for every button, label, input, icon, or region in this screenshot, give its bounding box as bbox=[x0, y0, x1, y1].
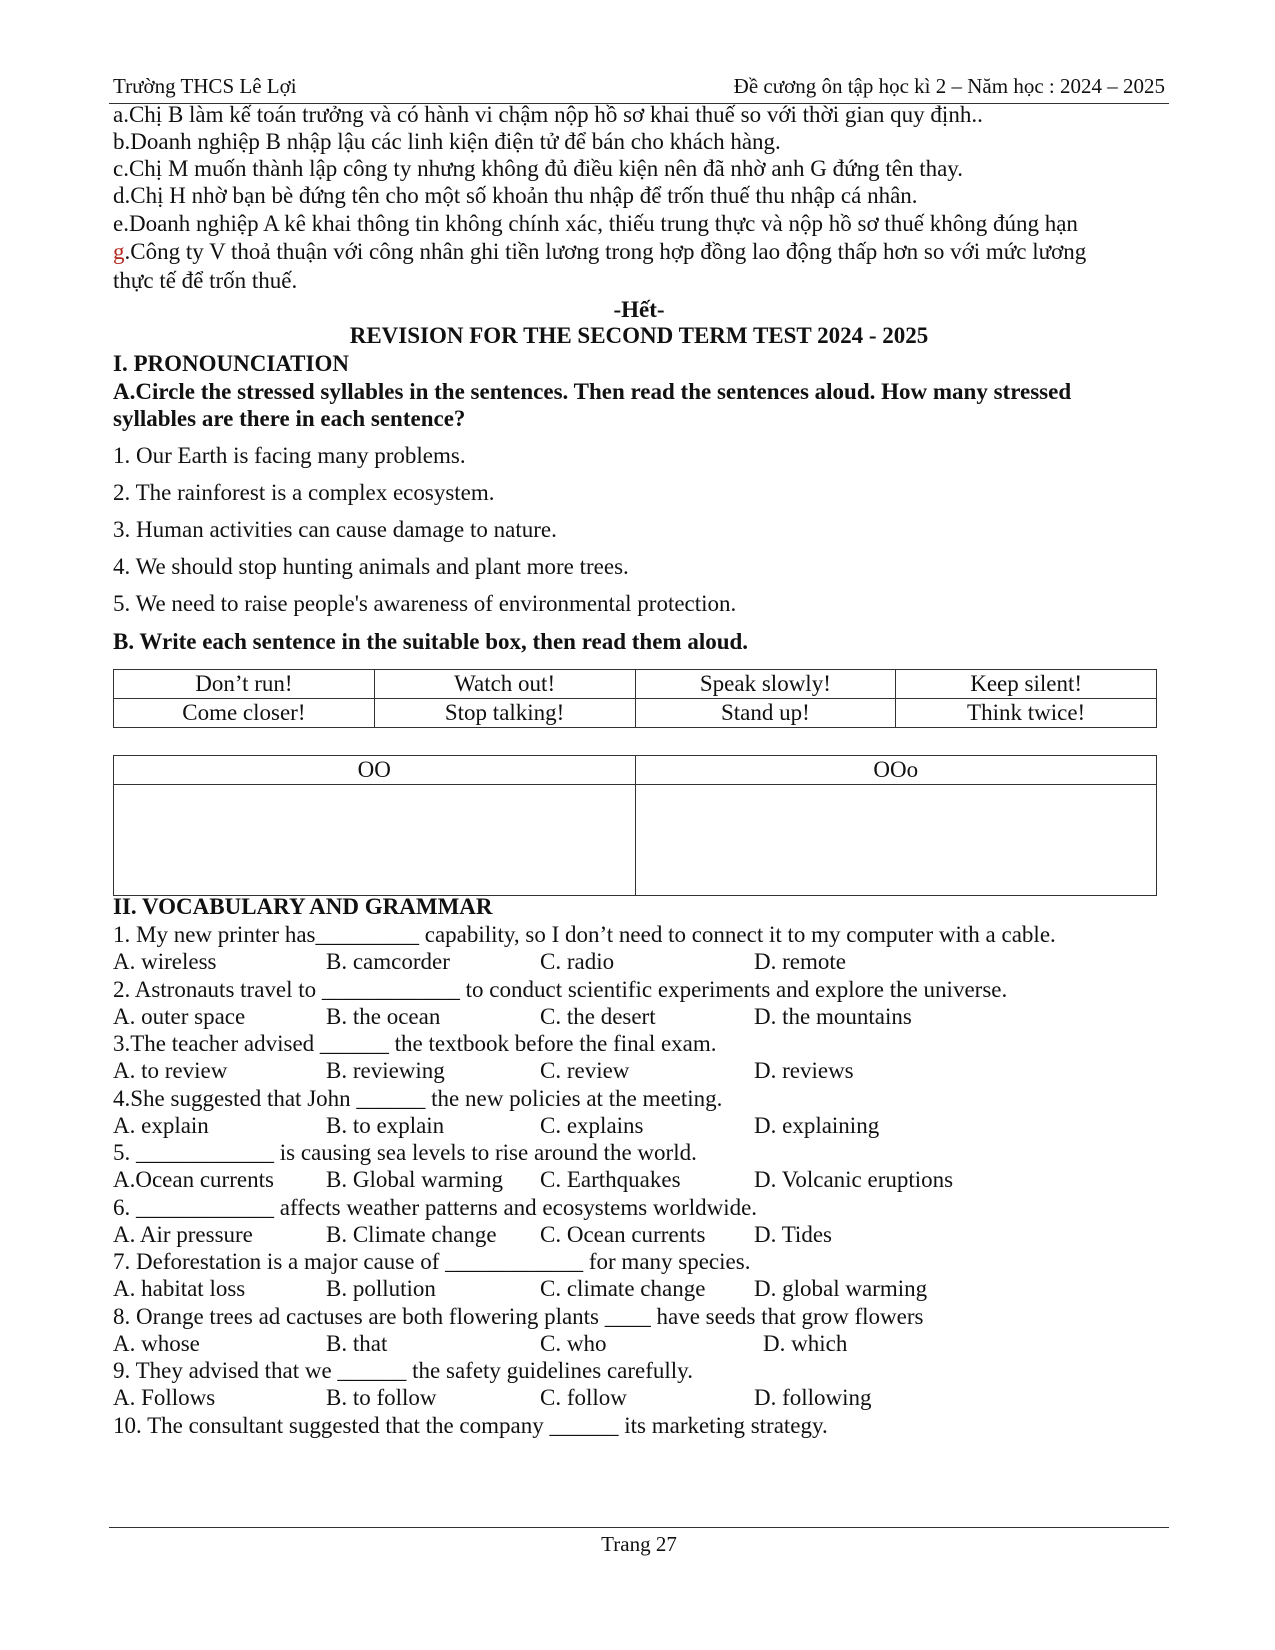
question-9: 9. They advised that we ______ the safety guidelines carefully. bbox=[113, 1358, 693, 1383]
answer-option[interactable]: C. review bbox=[540, 1058, 630, 1083]
table-cell: Watch out! bbox=[374, 670, 635, 699]
table-header-row bbox=[114, 756, 1157, 785]
vi-item-c: c.Chị M muốn thành lập công ty nhưng không đủ điều kiện nên đã nhờ anh G đứng tên thay. bbox=[113, 156, 964, 181]
school-name: Trường THCS Lê Lợi bbox=[113, 74, 297, 98]
vi-item-g-continued: thực tế để trốn thuế. bbox=[113, 268, 298, 293]
answer-option[interactable]: D. remote bbox=[754, 949, 846, 974]
answer-option[interactable]: D. Tides bbox=[754, 1221, 832, 1247]
answer-box-ooo[interactable] bbox=[635, 785, 1157, 896]
answer-option[interactable]: C. explains bbox=[540, 1112, 644, 1138]
question-5: 5. ____________ is causing sea levels to rise around the world. bbox=[113, 1140, 697, 1165]
question-8: 8. Orange trees ad cactuses are both flowering plants ____ have seeds that grow flowers bbox=[113, 1303, 924, 1329]
part-a-instruction: A.Circle the stressed syllables in the sentences. Then read the sentences aloud. How many stressed bbox=[113, 379, 1072, 404]
table-cell: Come closer! bbox=[114, 699, 375, 728]
question-2: 2. Astronauts travel to ____________ to conduct scientific experiments and explore the universe. bbox=[113, 976, 1008, 1002]
table-row bbox=[114, 670, 1157, 699]
question-10: 10. The consultant suggested that the company ______ its marketing strategy. bbox=[113, 1412, 828, 1438]
table-cell: Speak slowly! bbox=[635, 670, 896, 699]
answer-option[interactable]: A. Air pressure bbox=[113, 1221, 253, 1247]
answer-option[interactable]: B. Climate change bbox=[326, 1221, 497, 1247]
question-3: 3.The teacher advised ______ the textbook before the final exam. bbox=[113, 1031, 717, 1056]
vi-item-g-letter: g bbox=[113, 239, 125, 264]
answer-option[interactable]: D. the mountains bbox=[754, 1003, 912, 1029]
column-header-ooo: OOo bbox=[635, 756, 1157, 785]
footer-rule bbox=[109, 1527, 1169, 1528]
end-mark: -Hết- bbox=[613, 297, 665, 322]
answer-option[interactable]: B. camcorder bbox=[326, 949, 450, 974]
answer-option[interactable]: D. following bbox=[754, 1385, 872, 1410]
question-4: 4.She suggested that John ______ the new policies at the meeting. bbox=[113, 1085, 723, 1111]
column-header-oo: OO bbox=[114, 756, 636, 785]
answer-option[interactable]: A. Follows bbox=[113, 1385, 216, 1410]
answer-option[interactable]: C. Earthquakes bbox=[540, 1167, 681, 1192]
sentence-1: 1. Our Earth is facing many problems. bbox=[113, 443, 466, 468]
vi-item-b: b.Doanh nghiệp B nhập lậu các linh kiện điện tử để bán cho khách hàng. bbox=[113, 129, 781, 154]
answer-option[interactable]: B. to explain bbox=[326, 1112, 445, 1138]
answer-option[interactable]: A.Ocean currents bbox=[113, 1167, 274, 1192]
answer-option[interactable]: B. the ocean bbox=[326, 1003, 441, 1029]
table-cell: Don’t run! bbox=[114, 670, 375, 699]
document-title: Đề cương ôn tập học kì 2 – Năm học : 2024 – 2025 bbox=[733, 74, 1165, 98]
vi-item-d: d.Chị H nhờ bạn bè đứng tên cho một số khoản thu nhập để trốn thuế thu nhập cá nhân. bbox=[113, 183, 918, 208]
answer-option[interactable]: D. which bbox=[763, 1330, 848, 1356]
answer-box-oo[interactable] bbox=[114, 785, 636, 896]
answer-option[interactable]: C. who bbox=[540, 1330, 607, 1356]
sentence-3: 3. Human activities can cause damage to nature. bbox=[113, 517, 557, 542]
answer-option[interactable]: B. that bbox=[326, 1330, 388, 1356]
question-7: 7. Deforestation is a major cause of ____________ for many species. bbox=[113, 1249, 751, 1274]
part-a-instruction-cont: syllables are there in each sentence? bbox=[113, 406, 466, 431]
table-cell: Stop talking! bbox=[374, 699, 635, 728]
table-cell: Keep silent! bbox=[896, 670, 1157, 699]
vi-item-g-text: .Công ty V thoả thuận với công nhân ghi tiền lương trong hợp đồng lao động thấp hơn so với mức lương bbox=[124, 239, 1087, 264]
sentence-4: 4. We should stop hunting animals and plant more trees. bbox=[113, 554, 629, 579]
table-cell: Stand up! bbox=[635, 699, 896, 728]
answer-option[interactable]: B. reviewing bbox=[326, 1058, 445, 1083]
question-6: 6. ____________ affects weather patterns and ecosystems worldwide. bbox=[113, 1194, 758, 1220]
answer-option[interactable]: D. explaining bbox=[754, 1112, 880, 1138]
vi-item-g bbox=[113, 238, 1086, 266]
answer-option[interactable]: A. whose bbox=[113, 1330, 200, 1356]
answer-option[interactable]: D. global warming bbox=[754, 1276, 928, 1301]
stress-pattern-table bbox=[113, 755, 1157, 896]
question-1: 1. My new printer has_________ capability, so I don’t need to connect it to my computer with a cable. bbox=[113, 922, 1056, 947]
answer-option[interactable]: A. habitat loss bbox=[113, 1276, 246, 1301]
page-number: Trang 27 bbox=[601, 1532, 677, 1556]
answer-option[interactable]: B. Global warming bbox=[326, 1167, 503, 1192]
answer-option[interactable]: C. follow bbox=[540, 1385, 627, 1410]
part-b-instruction: B. Write each sentence in the suitable box, then read them aloud. bbox=[113, 629, 749, 654]
answer-option[interactable]: D. Volcanic eruptions bbox=[754, 1167, 954, 1192]
answer-option[interactable]: C. the desert bbox=[540, 1003, 656, 1029]
answer-option[interactable]: D. reviews bbox=[754, 1058, 854, 1083]
sentence-5: 5. We need to raise people's awareness of environmental protection. bbox=[113, 591, 737, 616]
table-cell: Think twice! bbox=[896, 699, 1157, 728]
answer-option[interactable]: C. climate change bbox=[540, 1276, 706, 1301]
page-header bbox=[113, 74, 1165, 104]
section-1-heading: I. PRONOUNCIATION bbox=[113, 351, 349, 376]
answer-option[interactable]: B. to follow bbox=[326, 1385, 437, 1410]
answer-option[interactable]: A. wireless bbox=[113, 949, 217, 974]
sentence-2: 2. The rainforest is a complex ecosystem. bbox=[113, 480, 495, 505]
answer-option[interactable]: A. explain bbox=[113, 1112, 209, 1138]
vi-item-a: a.Chị B làm kế toán trưởng và có hành vi chậm nộp hồ sơ khai thuế so với thời gian quy định.. bbox=[113, 102, 983, 127]
section-2-heading: II. VOCABULARY AND GRAMMAR bbox=[113, 894, 493, 919]
phrase-table bbox=[113, 669, 1157, 728]
answer-option[interactable]: A. to review bbox=[113, 1058, 228, 1083]
answer-option[interactable]: A. outer space bbox=[113, 1003, 246, 1029]
revision-title: REVISION FOR THE SECOND TERM TEST 2024 - 2025 bbox=[349, 323, 929, 348]
vi-item-e: e.Doanh nghiệp A kê khai thông tin không chính xác, thiếu trung thực và nộp hồ sơ thuế không đúng hạn bbox=[113, 211, 1078, 236]
answer-option[interactable]: C. Ocean currents bbox=[540, 1221, 706, 1247]
answer-option[interactable]: B. pollution bbox=[326, 1276, 436, 1301]
table-row bbox=[114, 699, 1157, 728]
table-row bbox=[114, 785, 1157, 896]
answer-option[interactable]: C. radio bbox=[540, 949, 615, 974]
